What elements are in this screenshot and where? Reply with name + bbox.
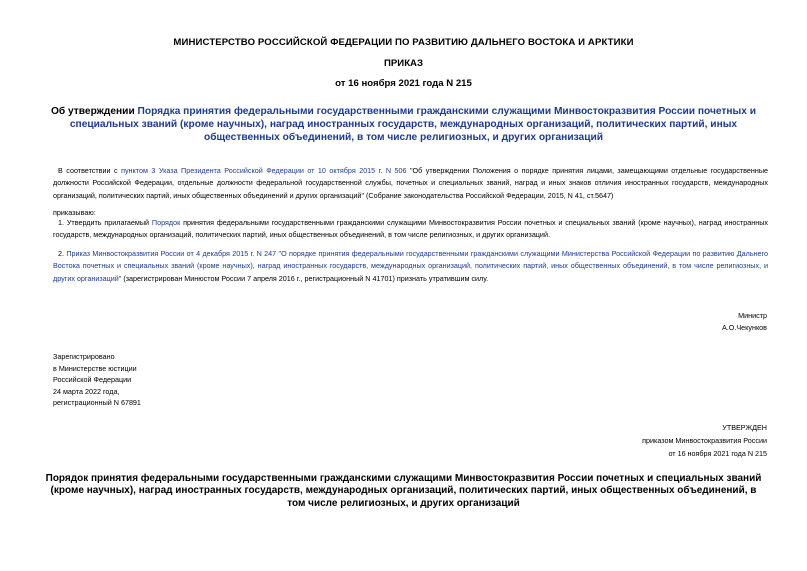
signature-block xyxy=(722,310,767,334)
doc-type-heading: ПРИКАЗ xyxy=(384,58,423,69)
order-word: приказываю: xyxy=(53,208,96,217)
item-2-paragraph xyxy=(53,248,768,285)
registration-line: 24 марта 2022 года, xyxy=(53,386,120,396)
item-2-prefix: 2. xyxy=(58,249,67,258)
item-1-link[interactable]: Порядок xyxy=(151,218,181,227)
item-1-paragraph xyxy=(53,217,768,242)
preamble-link[interactable]: пунктом 3 Указа Президента Российской Федерации от 10 октября 2015 г. N 506 xyxy=(121,166,407,175)
registration-line: регистрационный N 67891 xyxy=(53,398,141,408)
approved-line: приказом Минвостокразвития России xyxy=(642,436,767,445)
item-1-rest: принятия федеральными государственными гражданскими служащими Минвостокразвития России почетных и специальных званий (кроме научных), наград иностранных государств, международных организаций, политических партий, иных общественных объединений, в том числе религиозных, и других организаций. xyxy=(53,218,768,240)
approved-block xyxy=(642,421,767,460)
signature-position: Министр xyxy=(738,311,767,320)
preamble-text-1: В соответствии с xyxy=(58,166,122,175)
order-title xyxy=(50,105,757,144)
annex-title: Порядок принятия федеральными государственными гражданскими служащими Минвостокразвития России почетных и специальных званий (кроме научных), наград иностранных государств, международных организаций, политических партий, иных общественных объединений, в том числе религиозных, и других организаций xyxy=(45,473,762,509)
item-1-prefix: 1. Утвердить прилагаемый xyxy=(58,218,152,227)
preamble-text-2: "Об утверждении Положения о порядке принятия лицами, замещающими отдельные государственные должности Российской Федерации, отдельные должности федеральной государственной службы, почетных и специальных званий, наград и иных знаков отличия иностранных государств, международных организаций, политических партий, иных общественных объединений и других организаций" (Собрание законодательства Российской Федерации, 2015, N 41, ст.5647) xyxy=(53,166,769,200)
registration-line: в Министерстве юстиции xyxy=(53,363,137,373)
signature-name: А.О.Чекунков xyxy=(722,323,767,332)
doc-date-number: от 16 ноября 2021 года N 215 xyxy=(335,78,472,89)
order-title-link[interactable]: Порядка принятия федеральными государственными гражданскими служащими Минвостокразвития России почетных и специальных званий (кроме научных), наград иностранных государств, международных организаций, политических партий, иных общественных объединений, в том числе религиозных, и других организаций xyxy=(69,106,757,143)
item-2-rest: (зарегистрирован Минюстом России 7 апреля 2016 г., регистрационный N 41701) признать утратившим силу. xyxy=(121,273,489,283)
order-title-prefix: Об утверждении xyxy=(50,106,138,117)
approved-line: УТВЕРЖДЕН xyxy=(722,423,767,432)
ministry-heading: МИНИСТЕРСТВО РОССИЙСКОЙ ФЕДЕРАЦИИ ПО РАЗВИТИЮ ДАЛЬНЕГО ВОСТОКА И АРКТИКИ xyxy=(173,37,634,48)
registration-block xyxy=(53,351,141,409)
approved-line: от 16 ноября 2021 года N 215 xyxy=(668,449,767,458)
registration-line: Российской Федерации xyxy=(53,375,132,385)
item-2-link[interactable]: Приказ Минвостокразвития России от 4 декабря 2015 г. N 247 "О порядке принятия федеральными государственными гражданскими служащими Министерства Российской Федерации по развитию Дальнего Востока почетных и специальных званий (кроме научных), наград иностранных государств, международных организаций, политических партий, иных общественных объединений, в том числе религиозных, и других организаций" xyxy=(53,249,768,283)
registration-line: Зарегистрировано xyxy=(53,352,115,361)
preamble-paragraph xyxy=(53,165,768,202)
